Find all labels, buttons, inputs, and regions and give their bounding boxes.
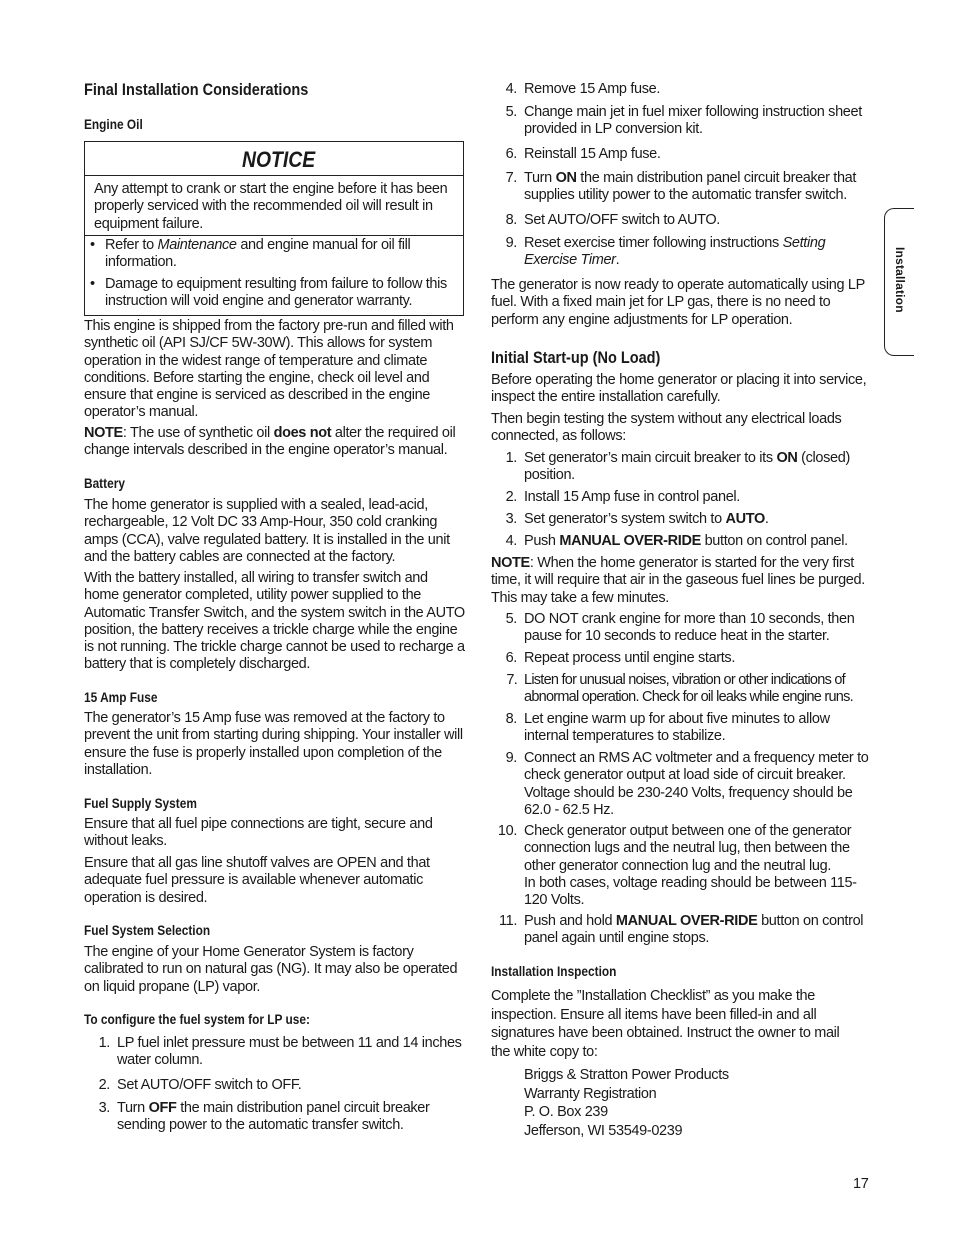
oil-note: NOTE: The use of synthetic oil does not alter the required oil change intervals described in the engine operator’s manual. [84, 425, 456, 459]
battery-paragraph: The home generator is supplied with a sealed, lead-acid, rechargeable, 12 Volt DC 33 Amp-Hour, 350 cold cranking amps (CCA), valve regulated battery. It is installed in the unit and the battery cables are connected at the factory. [84, 497, 450, 565]
section-title: Final Installation Considerations [84, 81, 309, 99]
fuel-supply-paragraph: Ensure that all fuel pipe connections are tight, secure and without leaks. [84, 816, 433, 850]
fuel-supply-paragraph: Ensure that all gas line shutoff valves are OPEN and that adequate fuel pressure is available whenever automatic operation is desired. [84, 855, 430, 906]
notice-divider [85, 175, 463, 176]
notice-title: NOTICE [242, 147, 316, 172]
fuel-selection-paragraph: The engine of your Home Generator System is factory calibrated to run on natural gas (NG). It may also be operated on liquid propane (LP) vapor. [84, 944, 458, 995]
battery-heading: Battery [84, 476, 125, 491]
notice-text: Any attempt to crank or start the engine before it has been properly serviced with the recommended oil will result in equipment failure. [94, 181, 448, 232]
inspection-heading: Installation Inspection [491, 964, 617, 979]
address-line: Briggs & Stratton Power Products [524, 1067, 729, 1083]
mailing-address [524, 1066, 729, 1141]
startup-paragraph: Then begin testing the system without any electrical loads connected, as follows: [491, 411, 842, 445]
inspection-paragraph: Complete the ”Installation Checklist” as you make the inspection. Ensure all items have been filled-in and all signatures have been obtained. Instruct the owner to mail the white copy to: [491, 988, 840, 1060]
address-line: Jefferson, WI 53549-0239 [524, 1123, 683, 1140]
startup-heading: Initial Start-up (No Load) [491, 349, 661, 367]
fuse-heading: 15 Amp Fuse [84, 690, 158, 705]
side-tab-label: Installation [893, 247, 907, 313]
lp-ready-paragraph: The generator is now ready to operate automatically using LP fuel. With a fixed main jet for LP gas, there is no need to perform any engine adjustments for LP operation. [491, 277, 865, 328]
startup-note: NOTE: When the home generator is started for the very first time, it will require that air in the gaseous fuel lines be purged. This may take a few minutes. [491, 555, 865, 606]
section-side-tab [884, 208, 914, 356]
fuel-selection-heading: Fuel System Selection [84, 923, 211, 938]
oil-paragraph: This engine is shipped from the factory pre-run and filled with synthetic oil (API SJ/CF 5W-30W). This allows for system operation in the widest range of temperature and climate conditions. Before starting the engine, check oil level and ensure that engine is serviced as described in the engine operator’s manual. [84, 318, 454, 421]
notice-divider [85, 235, 463, 236]
fuel-supply-heading: Fuel Supply System [84, 796, 197, 811]
address-line: P. O. Box 239 [524, 1104, 608, 1121]
page-number: 17 [853, 1176, 869, 1192]
startup-paragraph: Before operating the home generator or placing it into service, inspect the entire installation carefully. [491, 372, 867, 406]
notice-box: NOTICE Any attempt to crank or start the engine before it has been properly serviced with the recommended oil will result in equipment failure. • Refer to Maintenance and engine manual for oil fill information. • Damage to equipment resulting from failure to follow this instruction will void engine and generator warranty. [84, 141, 464, 316]
battery-paragraph: With the battery installed, all wiring to transfer switch and home generator completed, utility power supplied to the Automatic Transfer Switch, and the system switch in the AUTO position, the battery receives a trickle charge while the engine is not running. The trickle charge cannot be used to recharge a battery that is completely discharged. [84, 570, 465, 673]
address-line: Warranty Registration [524, 1085, 657, 1102]
engine-oil-heading: Engine Oil [84, 117, 143, 132]
fuse-paragraph: The generator’s 15 Amp fuse was removed at the factory to prevent the unit from starting during shipping. Your installer will ensure the fuse is properly installed upon completion of the installation. [84, 710, 463, 778]
lp-config-heading: To configure the fuel system for LP use: [84, 1012, 310, 1027]
